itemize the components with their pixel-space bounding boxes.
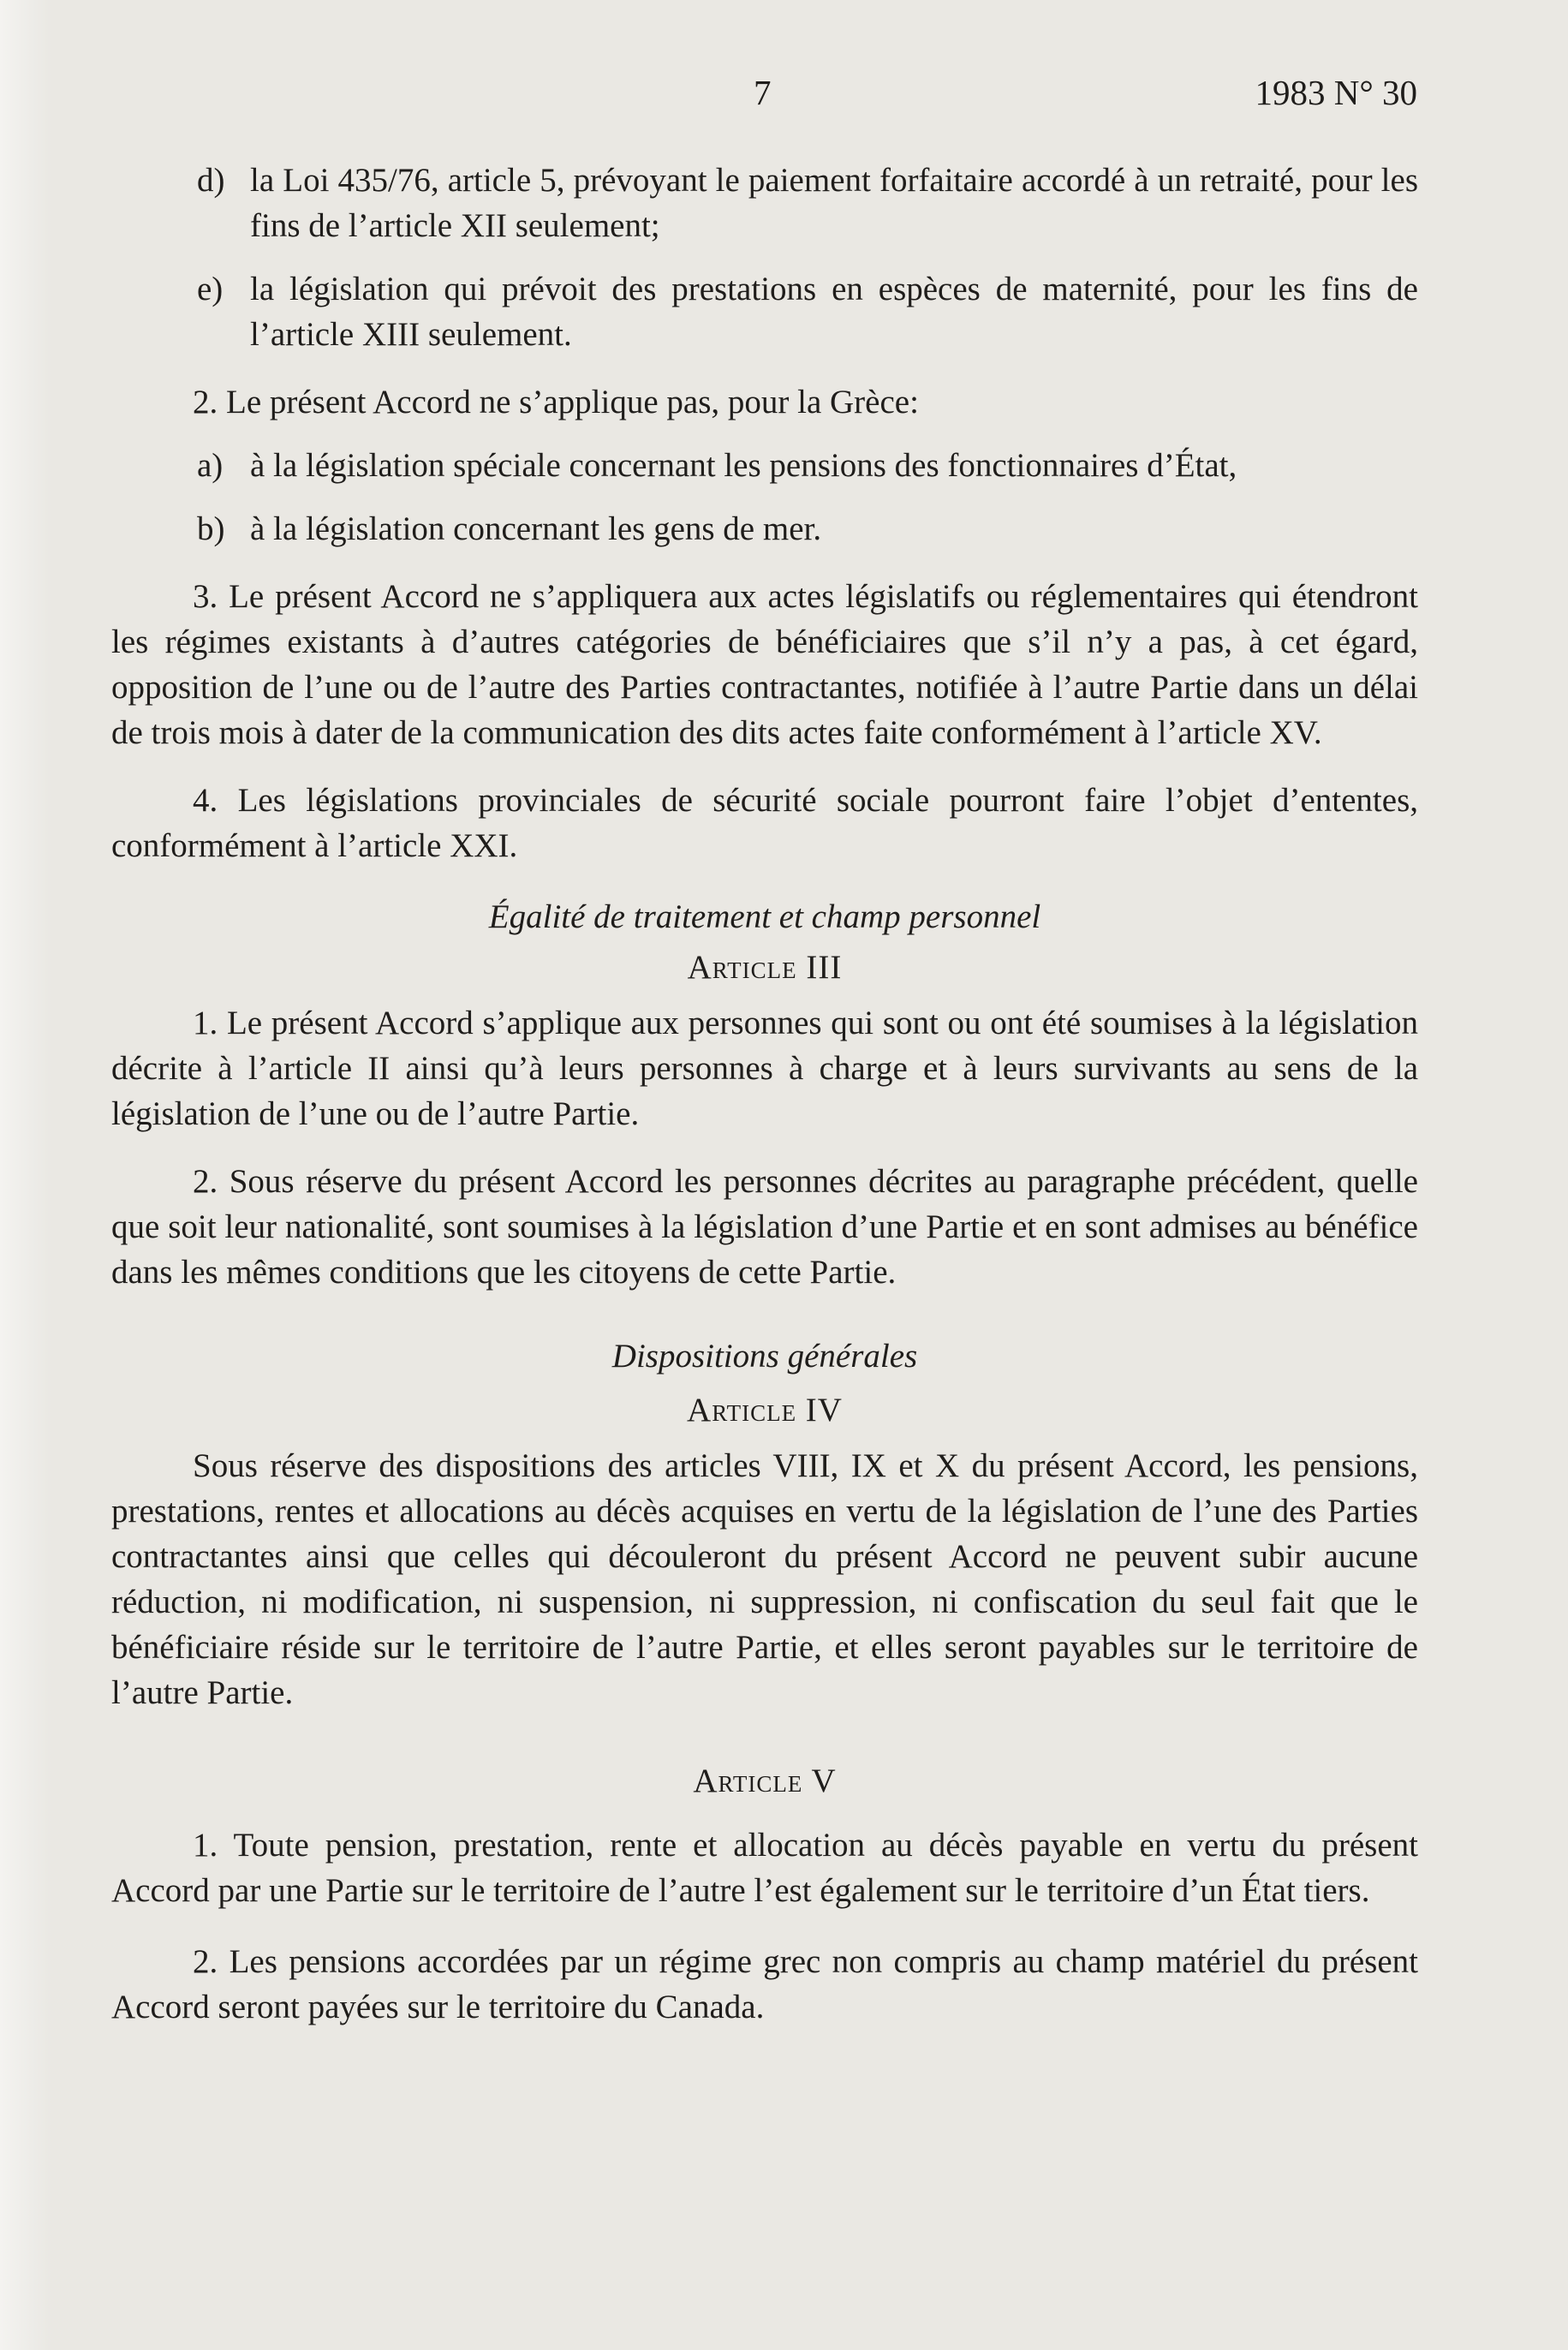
list-item-a [111, 443, 1418, 488]
list-item-text: à la législation spéciale concernant les pensions des fonctionnaires d’État, [250, 447, 1237, 484]
paragraph-article3-1: 1. Le présent Accord s’applique aux personnes qui sont ou ont été soumises à la législation décrite à l’article II ainsi qu’à leurs personnes à charge et à leurs survivants au sens de la législation de l’une ou de l’autre Partie. [111, 1005, 1418, 1132]
list-item-text: à la législation concernant les gens de mer. [250, 510, 822, 547]
document-body [111, 158, 1418, 2030]
paragraph-article4: Sous réserve des dispositions des articles VIII, IX et X du présent Accord, les pensions, prestations, rentes et allocations au décès acquises en vertu de la législation de l’une des Parties contractantes ainsi que celles qui découleront du présent Accord ne peuvent subir aucune réduction, ni modification, ni suspension, ni suppression, ni confiscation du seul fait que le bénéficiaire réside sur le territoire de l’autre Partie, et elles seront payables sur le territoire de l’autre Partie. [111, 1447, 1418, 1711]
paragraph-4: 4. Les législations provinciales de sécurité sociale pourront faire l’objet d’ententes, conformément à l’article XXI. [111, 782, 1418, 864]
list-item-e [111, 266, 1418, 357]
paragraph-article3-2: 2. Sous réserve du présent Accord les personnes décrites au paragraphe précédent, quelle que soit leur nationalité, sont soumises à la législation d’une Partie et en sont admises au bénéfice dans les mêmes conditions que les citoyens de cette Partie. [111, 1163, 1418, 1291]
list-item-text: la législation qui prévoit des prestations en espèces de maternité, pour les fins de l’article XIII seulement. [250, 271, 1418, 353]
list-item-d [111, 158, 1418, 248]
paragraph-3: 3. Le présent Accord ne s’appliquera aux actes législatifs ou réglementaires qui étendront les régimes existants à d’autres catégories de bénéficiaires que s’il n’y a pas, à cet égard, opposition de l’une ou de l’autre des Parties contractantes, notifiée à l’autre Partie dans un délai de trois mois à dater de la communication des dits actes faite conformément à l’article XV. [111, 578, 1418, 751]
list-marker: b) [197, 510, 225, 547]
list-marker: a) [197, 447, 224, 484]
article-heading: Article III [687, 949, 843, 986]
list-marker: d) [197, 162, 225, 199]
paragraph-2: 2. Le présent Accord ne s’applique pas, pour la Grèce: [193, 384, 919, 420]
paragraph-article5-1: 1. Toute pension, prestation, rente et allocation au décès payable en vertu du présent Accord par une Partie sur le territoire de l’autre l’est également sur le territoire d’un État tiers. [111, 1827, 1418, 1909]
list-item-text: la Loi 435/76, article 5, prévoyant le paiement forfaitaire accordé à un retraité, pour les fins de l’article XII seulement; [250, 162, 1418, 244]
publication-reference: 1983 N° 30 [1255, 73, 1417, 112]
article-heading: Article V [693, 1762, 837, 1799]
article-heading: Article IV [687, 1392, 843, 1428]
page-number: 7 [754, 73, 772, 112]
section-heading: Dispositions générales [611, 1338, 918, 1375]
paragraph-article5-2: 2. Les pensions accordées par un régime grec non compris au champ matériel du présent Accord seront payées sur le territoire du Canada. [111, 1943, 1418, 2025]
section-heading: Égalité de traitement et champ personnel [488, 898, 1041, 935]
page-header [111, 72, 1417, 120]
page-binding-edge [0, 0, 51, 2350]
list-item-b [111, 506, 1418, 552]
list-marker: e) [197, 271, 224, 307]
